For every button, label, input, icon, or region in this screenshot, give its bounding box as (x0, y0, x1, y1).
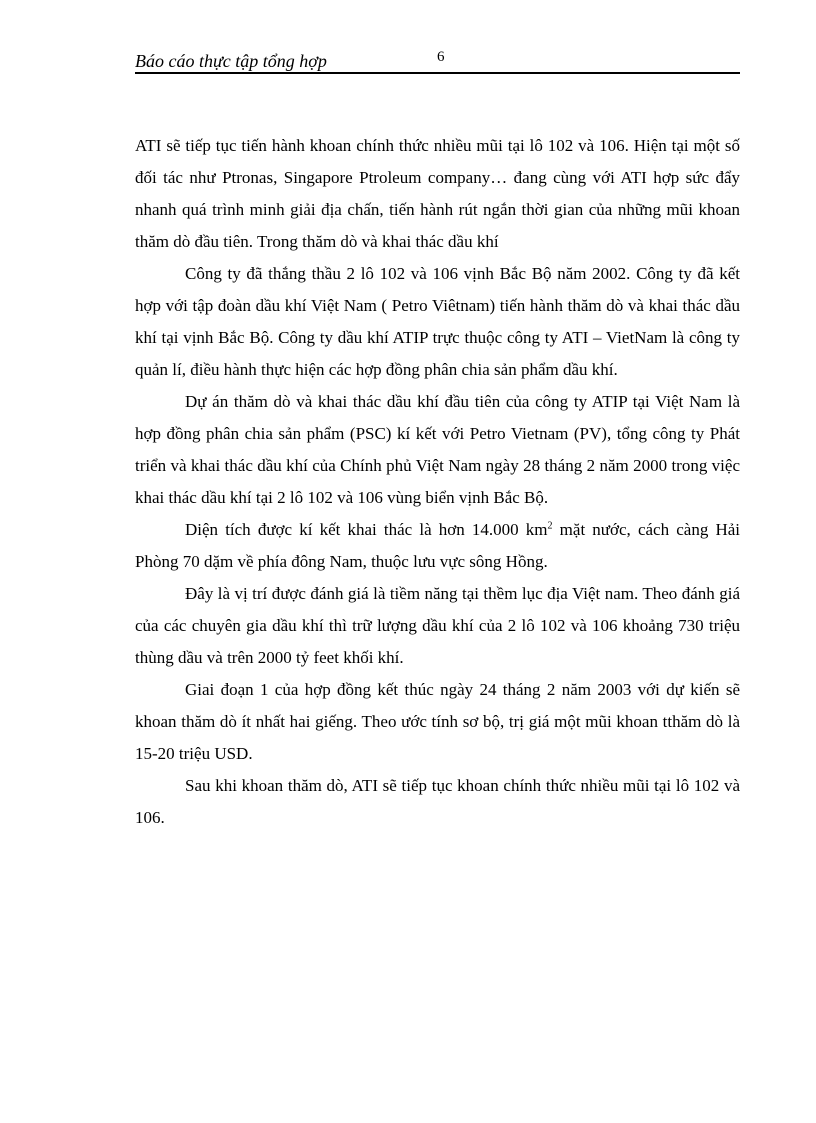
paragraph-reserves: Đây là vị trí được đánh giá là tiềm năng tại thềm lục địa Việt nam. Theo đánh giá của các chuyên gia dầu khí thì trữ lượng dầu khí của 2 lô 102 và 106 khoảng 730 triệu thùng dầu và trên 2000 tỷ feet khối khí. (135, 584, 740, 667)
paragraph-phase-one: Giai đoạn 1 của hợp đồng kết thúc ngày 24 tháng 2 năm 2003 với dự kiến sẽ khoan thăm dò ít nhất hai giếng. Theo ước tính sơ bộ, trị giá một mũi khoan tthăm dò là 15-20 triệu USD. (135, 680, 740, 763)
paragraph-first-project: Dự án thăm dò và khai thác dầu khí đầu tiên của công ty ATIP tại Việt Nam là hợp đồng phân chia sản phẩm (PSC) kí kết với Petro Vietnam (PV), tổng công ty Phát triển và khai thác dầu khí của Chính phủ Việt Nam ngày 28 tháng 2 năm 2000 trong việc khai thác dầu khí tại 2 lô 102 và 106 vùng biển vịnh Bắc Bộ. (135, 392, 740, 507)
header-title: Báo cáo thực tập tổng hợp (135, 51, 327, 71)
area-text-after: mặt nước, cách càng Hải Phòng 70 dặm về phía đông Nam, thuộc lưu vực sông Hồng. (135, 520, 741, 571)
paragraph-continuation: ATI sẽ tiếp tục tiến hành khoan chính thức nhiều mũi tại lô 102 và 106. Hiện tại một số đối tác như Ptronas, Singapore Ptroleum company… đang cùng với ATI hợp sức đẩy nhanh quá trình minh giải địa chấn, tiến hành rút ngắn thời gian của những mũi khoan thăm dò đầu tiên. Trong thăm dò và khai thác dầu khí (135, 136, 740, 251)
area-text-before: Diện tích được kí kết khai thác là hơn 14.000 km (185, 520, 548, 539)
paragraph-contract-award: Công ty đã thắng thầu 2 lô 102 và 106 vịnh Bắc Bộ năm 2002. Công ty đã kết hợp với tập đoàn dầu khí Việt Nam ( Petro Viêtnam) tiến hành thăm dò và khai thác dầu khí tại vịnh Bắc Bộ. Công ty dầu khí ATIP trực thuộc công ty ATI – VietNam là công ty quản lí, điều hành thực hiện các hợp đồng phân chia sản phẩm dầu khí. (135, 264, 740, 379)
area-superscript: 2 (547, 520, 553, 532)
header-divider (135, 72, 740, 74)
paragraph-next-steps: Sau khi khoan thăm dò, ATI sẽ tiếp tục khoan chính thức nhiều mũi tại lô 102 và 106. (135, 776, 740, 827)
paragraph-area (135, 514, 740, 578)
page-number: 6 (437, 49, 445, 65)
page-header (135, 48, 740, 74)
document-body (135, 130, 740, 834)
